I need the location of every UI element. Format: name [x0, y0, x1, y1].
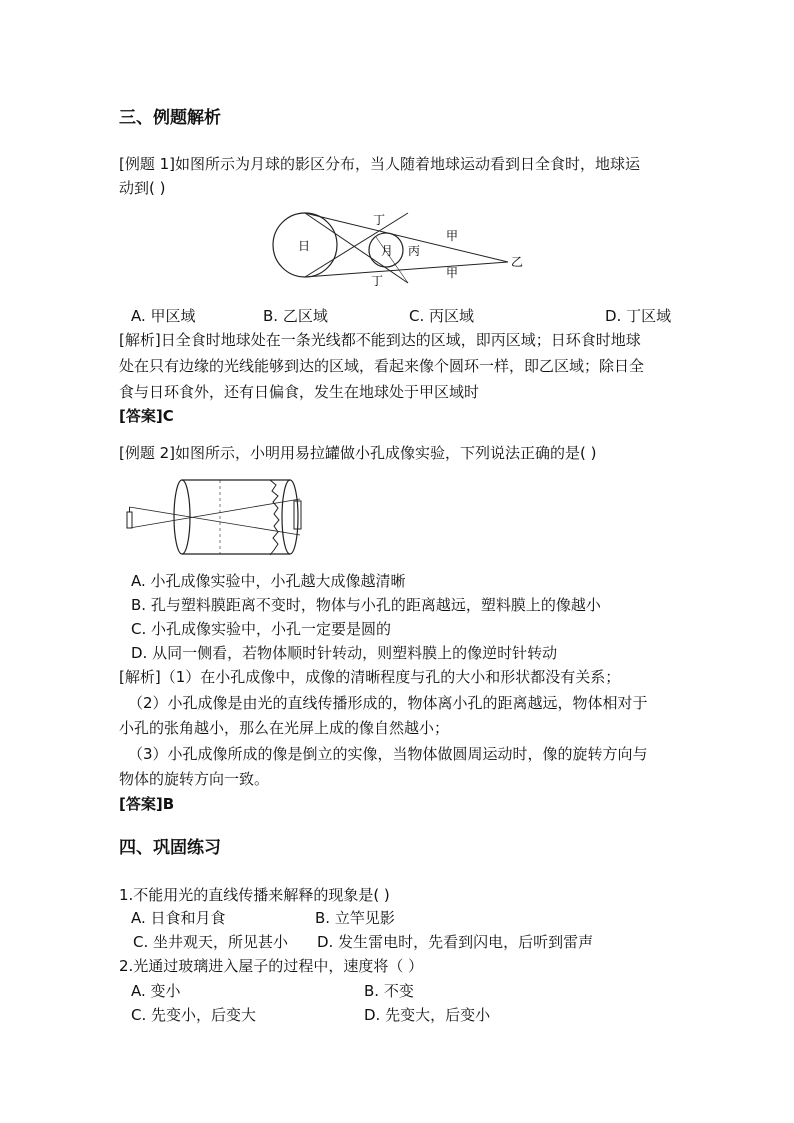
example2-option-b: B. 孔与塑料膜距离不变时，物体与小孔的距离越远，塑料膜上的像越小 [131, 596, 601, 614]
example2-analysis-line1: [解析]（1）在小孔成像中，成像的清晰程度与孔的大小和形状都没有关系； [119, 668, 621, 686]
region-jia-top-label: 甲 [446, 229, 459, 243]
example2-analysis-line5: 物体的旋转方向一致。 [119, 770, 270, 788]
can-front-rim [174, 480, 190, 554]
example1-analysis-line2: 处在只有边缘的光线能够到达的区域，看起来像个圆环一样，即乙区域；除日全 [119, 357, 645, 375]
eclipse-shadow-diagram [268, 205, 528, 290]
example2-analysis-line4: （3）小孔成像所成的像是倒立的实像，当物体做圆周运动时，像的旋转方向与 [128, 745, 648, 763]
practice1-option-c: C. 坐井观天，所见甚小 [133, 933, 289, 951]
example1-question-line1: [例题 1]如图所示为月球的影区分布，当人随着地球运动看到日全食时，地球运 [119, 155, 641, 173]
practice1-option-b: B. 立竿见影 [315, 909, 395, 927]
practice2-option-c: C. 先变小，后变大 [131, 1006, 257, 1024]
moon-label: 月 [381, 244, 394, 258]
practice2-option-a: A. 变小 [131, 982, 181, 1000]
section-title-practice: 四、巩固练习 [119, 838, 221, 858]
example2-question: [例题 2]如图所示，小明用易拉罐做小孔成像实验，下列说法正确的是( ) [119, 444, 597, 462]
example2-analysis-line2: （2）小孔成像是由光的直线传播形成的，物体离小孔的距离越远，物体相对于 [128, 694, 648, 712]
example1-option-d: D. 丁区域 [605, 307, 672, 325]
example1-option-a: A. 甲区域 [131, 307, 196, 325]
pinhole-camera-diagram [120, 475, 320, 560]
section-title-examples: 三、例题解析 [119, 108, 221, 128]
practice1-question: 1.不能用光的直线传播来解释的现象是( ) [119, 886, 390, 904]
example1-analysis-line1: [解析]日全食时地球处在一条光线都不能到达的区域，即丙区域；日环食时地球 [119, 331, 641, 349]
practice2-option-d: D. 先变大，后变小 [364, 1006, 491, 1024]
region-yi-label: 乙 [511, 255, 524, 269]
example2-option-c: C. 小孔成像实验中，小孔一定要是圆的 [131, 620, 392, 638]
candle [127, 512, 132, 528]
example1-option-b: B. 乙区域 [263, 307, 328, 325]
practice1-option-d: D. 发生雷电时，先看到闪电，后听到雷声 [317, 933, 594, 951]
example1-answer: [答案]C [119, 407, 174, 425]
region-bing-label: 丙 [408, 244, 421, 258]
region-ding-bottom-label: 丁 [371, 274, 384, 288]
practice2-option-b: B. 不变 [364, 982, 414, 1000]
example2-analysis-line3: 小孔的张角越小，那么在光屏上成的像自然越小； [119, 719, 450, 737]
region-ding-top-label: 丁 [373, 213, 386, 227]
example1-option-c: C. 丙区域 [409, 307, 475, 325]
example2-option-a: A. 小孔成像实验中，小孔越大成像越清晰 [131, 572, 406, 590]
can-back-film [282, 480, 298, 554]
example2-option-d: D. 从同一侧看，若物体顺时针转动，则塑料膜上的像逆时针转动 [131, 644, 558, 662]
region-jia-bottom-label: 甲 [446, 266, 459, 280]
practice2-question: 2.光通过玻璃进入屋子的过程中，速度将（ ） [119, 957, 424, 975]
example2-answer: [答案]B [119, 795, 175, 813]
practice1-option-a: A. 日食和月食 [131, 909, 226, 927]
example1-question-line2: 动到( ) [119, 179, 166, 197]
example1-analysis-line3: 食与日环食外，还有日偏食，发生在地球处于甲区域时 [119, 383, 480, 401]
sun-label: 日 [298, 239, 311, 253]
